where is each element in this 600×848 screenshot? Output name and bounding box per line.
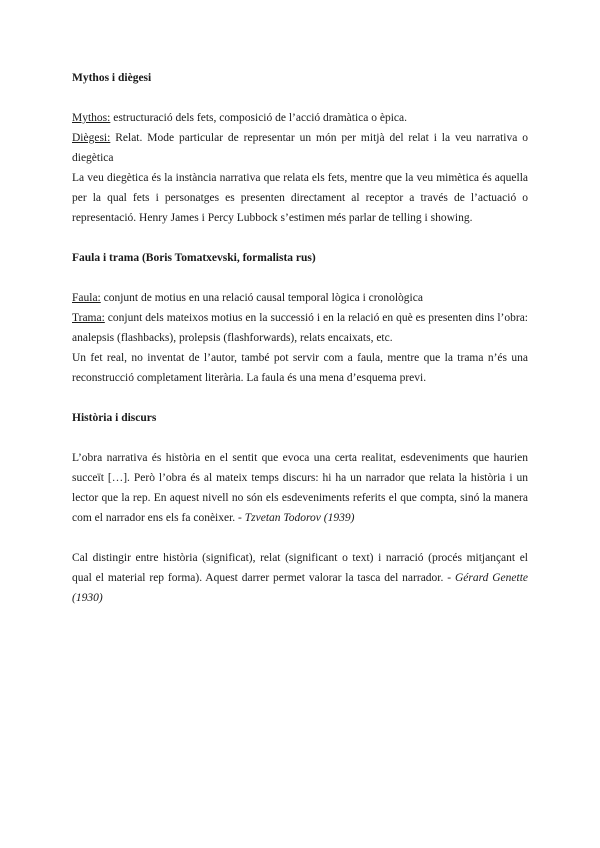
- definition-mythos: [72, 108, 528, 128]
- section-heading-mythos: Mythos i diègesi: [72, 72, 152, 84]
- citation-genette: Gérard Genette (1930): [72, 572, 528, 604]
- definition-text: conjunt dels mateixos motius en la successió i en la relació en què es presenten dins l’obra: analepsis (flashbacks), prolepsis (flashforwards), relats encaixats, etc.: [72, 312, 528, 344]
- section-heading-historia: Història i discurs: [72, 412, 157, 424]
- section-heading-faula: Faula i trama (Boris Tomatxevski, formalista rus): [72, 252, 316, 264]
- citation-todorov: Tzvetan Todorov (1939): [244, 512, 355, 524]
- definition-text: estructuració dels fets, composició de l’acció dramàtica o èpica.: [110, 112, 407, 124]
- definition-text: conjunt de motius en una relació causal temporal lògica i cronològica: [100, 292, 423, 304]
- term-mythos: Mythos:: [72, 112, 111, 124]
- term-diegesi: Diègesi:: [72, 132, 111, 144]
- definition-faula: [72, 288, 528, 308]
- term-trama: Trama:: [72, 312, 105, 324]
- term-faula: Faula:: [72, 292, 101, 304]
- quote-text: Cal distingir entre història (significat), relat (significant o text) i narració (procés mitjançant el qual el material rep forma). Aquest darrer permet valorar la tasca del narrador. -: [72, 552, 528, 584]
- paragraph-veu-diegetica: La veu diegètica és la instància narrativa que relata els fets, mentre que la veu mimètica és aquella per la qual fets i personatges es presenten directament al receptor a través de l’actuació o representació. Henry James i Percy Lubbock s’estimen més parlar de telling i showing.: [72, 172, 528, 224]
- paragraph-fet-real: Un fet real, no inventat de l’autor, també pot servir com a faula, mentre que la trama n’és una reconstrucció completament literària. La faula és una mena d’esquema previ.: [72, 352, 528, 384]
- paragraph-todorov: [72, 448, 528, 528]
- definition-trama: [72, 308, 528, 348]
- document-page: [72, 68, 528, 608]
- definition-text: Relat. Mode particular de representar un món per mitjà del relat i la veu narrativa o diegètica: [72, 132, 528, 164]
- quote-text: L’obra narrativa és història en el sentit que evoca una certa realitat, esdeveniments que haurien succeït […]. Però l’obra és al mateix temps discurs: hi ha un narrador que relata la història i un lector que la rep. En aquest nivell no són els esdeveniments referits el que compta, sinó la manera com el narrador ens els fa conèixer. -: [72, 452, 528, 524]
- paragraph-genette: [72, 548, 528, 608]
- definition-diegesi: [72, 128, 528, 168]
